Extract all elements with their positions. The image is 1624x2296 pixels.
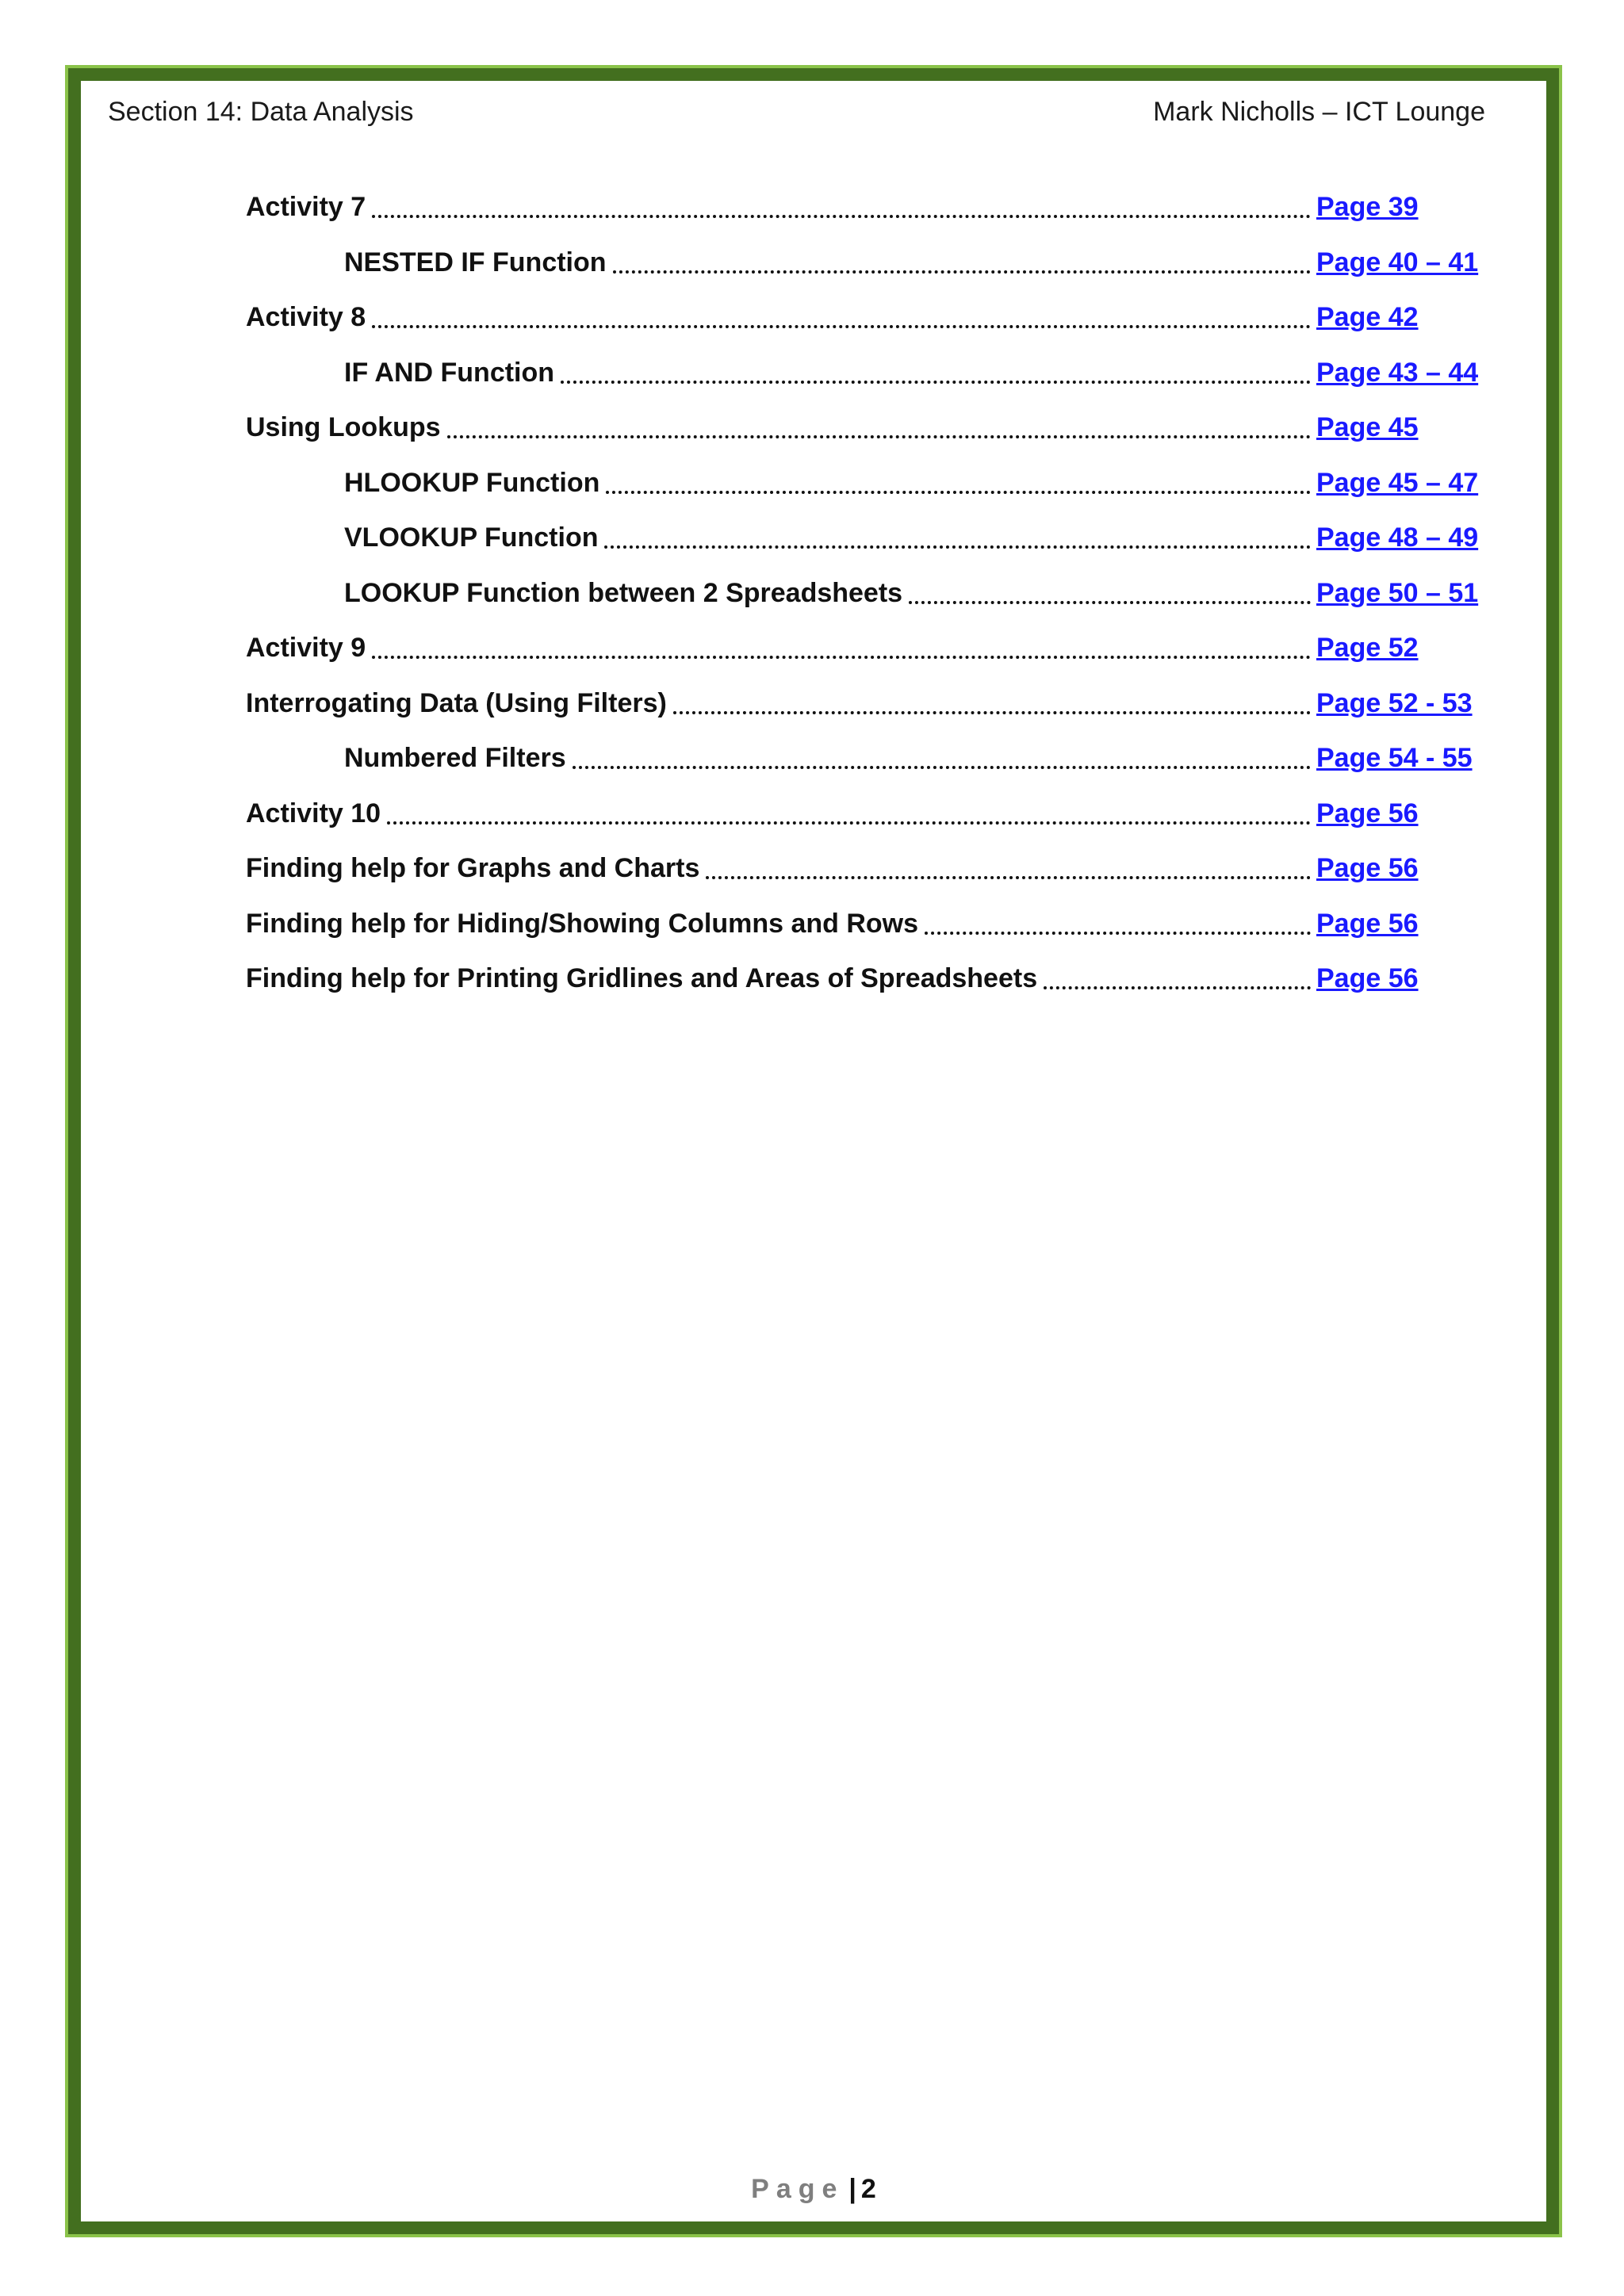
- toc-entry-label: Interrogating Data (Using Filters): [246, 687, 667, 718]
- toc-dot-leader: [604, 545, 1311, 549]
- toc-entry-label: IF AND Function: [344, 357, 555, 388]
- toc-dot-leader: [1044, 986, 1311, 989]
- toc-entry-label: HLOOKUP Function: [344, 467, 600, 498]
- toc-page-link[interactable]: Page 56: [1316, 798, 1419, 828]
- toc-row: [246, 853, 1483, 909]
- toc-row: [246, 302, 1483, 358]
- toc-page-link[interactable]: Page 56: [1316, 908, 1419, 939]
- toc-entry-label: NESTED IF Function: [344, 247, 607, 277]
- toc-row: [246, 192, 1483, 247]
- toc-dot-leader: [673, 711, 1311, 714]
- toc-page-link[interactable]: Page 45: [1316, 412, 1419, 442]
- toc-page-link[interactable]: Page 52 - 53: [1316, 687, 1473, 718]
- toc-row: [246, 688, 1483, 744]
- header-author: Mark Nicholls – ICT Lounge: [1153, 97, 1485, 127]
- toc-dot-leader: [372, 215, 1311, 218]
- header-section-title: Section 14: Data Analysis: [108, 97, 414, 127]
- toc-row: [246, 578, 1483, 633]
- toc-entry-label: Activity 9: [246, 633, 366, 663]
- toc-page-link[interactable]: Page 43 – 44: [1316, 357, 1479, 388]
- toc-dot-leader: [573, 766, 1311, 769]
- toc-entry-label: Numbered Filters: [344, 743, 566, 773]
- toc-row: [246, 909, 1483, 964]
- toc-entry-label: Activity 10: [246, 798, 381, 828]
- toc-dot-leader: [387, 821, 1311, 825]
- toc-row: [246, 743, 1483, 798]
- toc-page-link[interactable]: Page 39: [1316, 192, 1419, 222]
- toc-entry-label: Finding help for Hiding/Showing Columns and Rows: [246, 908, 919, 939]
- toc-page-link[interactable]: Page 48 – 49: [1316, 522, 1479, 553]
- toc-dot-leader: [372, 656, 1311, 659]
- toc-page-link[interactable]: Page 56: [1316, 853, 1419, 883]
- toc-entry-label: Activity 8: [246, 302, 366, 332]
- table-of-contents: [246, 192, 1483, 1019]
- toc-page-link[interactable]: Page 40 – 41: [1316, 247, 1479, 277]
- toc-row: [246, 633, 1483, 688]
- toc-entry-label: LOOKUP Function between 2 Spreadsheets: [344, 577, 903, 608]
- toc-row: [246, 358, 1483, 413]
- toc-dot-leader: [606, 491, 1311, 494]
- page-footer: [81, 2174, 1546, 2205]
- toc-entry-label: VLOOKUP Function: [344, 522, 599, 553]
- footer-page-number: 2: [860, 2174, 876, 2204]
- toc-row: [246, 963, 1483, 1019]
- toc-row: [246, 412, 1483, 468]
- toc-row: [246, 798, 1483, 854]
- page: [81, 81, 1546, 2221]
- toc-page-link[interactable]: Page 52: [1316, 633, 1419, 663]
- toc-dot-leader: [447, 435, 1311, 438]
- toc-page-link[interactable]: Page 50 – 51: [1316, 577, 1479, 608]
- toc-page-link[interactable]: Page 56: [1316, 963, 1419, 993]
- footer-separator: |: [848, 2174, 856, 2204]
- toc-dot-leader: [613, 270, 1311, 274]
- toc-row: [246, 247, 1483, 303]
- toc-entry-label: Finding help for Graphs and Charts: [246, 853, 700, 883]
- toc-row: [246, 522, 1483, 578]
- toc-row: [246, 468, 1483, 523]
- toc-dot-leader: [372, 325, 1311, 328]
- toc-entry-label: Finding help for Printing Gridlines and Areas of Spreadsheets: [246, 963, 1038, 993]
- toc-dot-leader: [925, 932, 1311, 935]
- toc-dot-leader: [909, 601, 1311, 604]
- toc-page-link[interactable]: Page 42: [1316, 302, 1419, 332]
- toc-dot-leader: [706, 876, 1311, 879]
- toc-dot-leader: [561, 381, 1311, 384]
- footer-page-label: Page: [751, 2174, 845, 2204]
- toc-entry-label: Using Lookups: [246, 412, 441, 442]
- toc-page-link[interactable]: Page 54 - 55: [1316, 743, 1473, 773]
- toc-page-link[interactable]: Page 45 – 47: [1316, 467, 1479, 498]
- toc-entry-label: Activity 7: [246, 192, 366, 222]
